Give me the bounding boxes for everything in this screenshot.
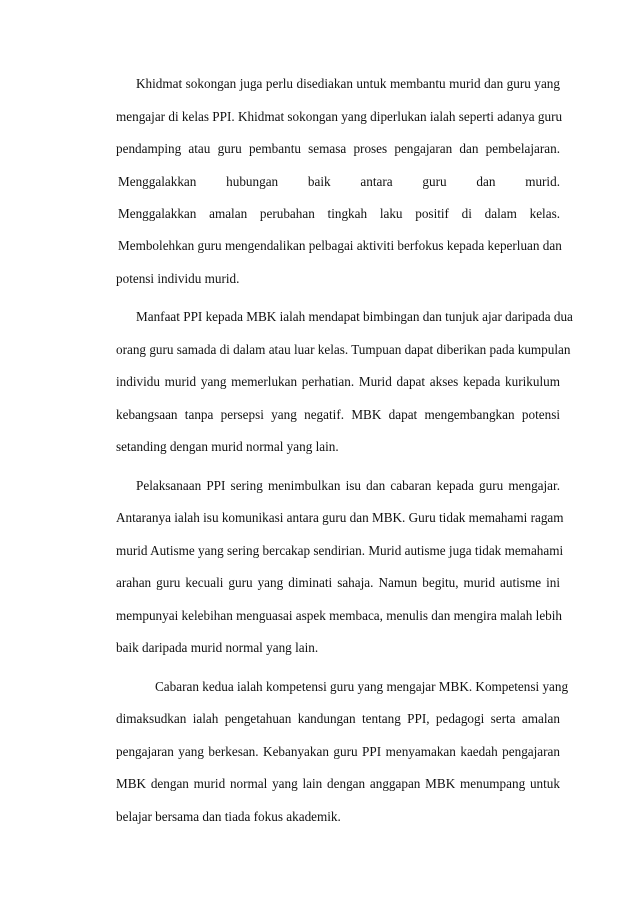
paragraph-line: murid Autisme yang sering bercakap sendirian. Murid autisme juga tidak memahami (116, 543, 564, 558)
paragraph-line: potensi individu murid. (116, 271, 240, 286)
paragraph-line: Menggalakkan amalan perubahan tingkah laku positif di dalam kelas. (118, 206, 560, 221)
paragraph-line: dimaksudkan ialah pengetahuan kandungan tentang PPI, pedagogi serta amalan (116, 711, 560, 726)
paragraph-line: Menggalakkan hubungan baik antara guru dan murid. (118, 174, 560, 189)
paragraph-line: orang guru samada di dalam atau luar kelas. Tumpuan dapat diberikan pada kumpulan (116, 342, 571, 357)
paragraph-line: arahan guru kecuali guru yang diminati sahaja. Namun begitu, murid autisme ini (116, 575, 560, 590)
paragraph-line: Cabaran kedua ialah kompetensi guru yang mengajar MBK. Kompetensi yang (155, 679, 569, 694)
paragraph-line: MBK dengan murid normal yang lain dengan anggapan MBK menumpang untuk (116, 776, 560, 791)
paragraph-line: Pelaksanaan PPI sering menimbulkan isu dan cabaran kepada guru mengajar. (136, 478, 560, 493)
paragraph-line: Manfaat PPI kepada MBK ialah mendapat bimbingan dan tunjuk ajar daripada dua (136, 309, 573, 324)
paragraph-line: setanding dengan murid normal yang lain. (116, 439, 339, 454)
paragraph-line: kebangsaan tanpa persepsi yang negatif. MBK dapat mengembangkan potensi (116, 407, 560, 422)
paragraph-line: mempunyai kelebihan menguasai aspek membaca, menulis dan mengira malah lebih (116, 608, 563, 623)
paragraph-line: Membolehkan guru mengendalikan pelbagai aktiviti berfokus kepada keperluan dan (118, 238, 562, 253)
paragraph-line: individu murid yang memerlukan perhatian. Murid dapat akses kepada kurikulum (116, 374, 560, 389)
paragraph-line: belajar bersama dan tiada fokus akademik. (116, 809, 341, 824)
paragraph-line: Antaranya ialah isu komunikasi antara guru dan MBK. Guru tidak memahami ragam (116, 510, 564, 525)
paragraph-line: pendamping atau guru pembantu semasa proses pengajaran dan pembelajaran. (116, 141, 560, 156)
paragraph-line: Khidmat sokongan juga perlu disediakan untuk membantu murid dan guru yang (136, 76, 560, 91)
paragraph-line: pengajaran yang berkesan. Kebanyakan guru PPI menyamakan kaedah pengajaran (116, 744, 560, 759)
paragraph-line: baik daripada murid normal yang lain. (116, 640, 319, 655)
paragraph-line: mengajar di kelas PPI. Khidmat sokongan yang diperlukan ialah seperti adanya guru (116, 109, 563, 124)
